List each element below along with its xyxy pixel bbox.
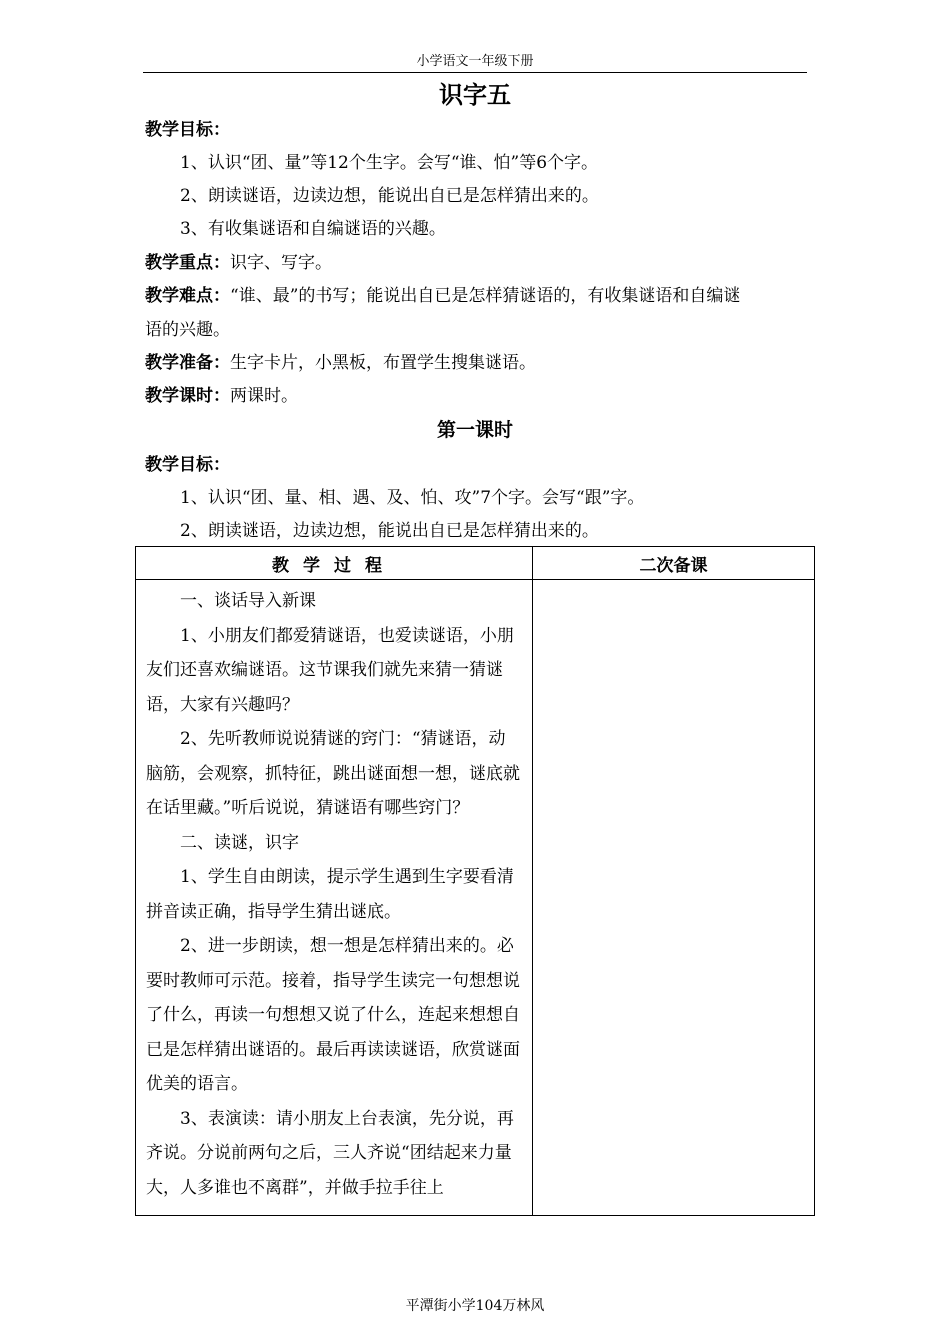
periods-row (145, 384, 298, 408)
process-cell (136, 580, 533, 1216)
page-title: 识字五 (439, 80, 511, 109)
lesson1-goals-label: 教学目标： (145, 455, 230, 475)
process-column-header: 教学过程 (136, 547, 533, 580)
notes-column-header: 二次备课 (533, 547, 815, 580)
goal-item: 2、朗读谜语，边读边想，能说出自已是怎样猜出来的。 (180, 186, 599, 206)
process-paragraph: 2、先听教师说说猜谜的窍门：“猜谜语，动脑筋，会观察，抓特征，跳出谜面想一想，谜底就在话里藏。”听后说说，猜谜语有哪些窍门？ (146, 729, 520, 818)
preparation-row (145, 351, 536, 375)
process-paragraph: 1、小朋友们都爱猜谜语，也爱读谜语，小朋友们还喜欢编谜语。这节课我们就先来猜一猜谜语，大家有兴趣吗？ (146, 625, 514, 715)
preparation-text: 生字卡片，小黑板，布置学生搜集谜语。 (230, 353, 536, 373)
difficulties-text: “谁、最”的书写；能说出自已是怎样猜谜语的，有收集谜语和自编谜 (230, 286, 741, 306)
preparation-label: 教学准备： (145, 353, 230, 373)
running-header: 小学语文一年级下册 (416, 54, 534, 69)
goals-label: 教学目标： (145, 120, 230, 140)
goal-item: 1、认识“团、量”等12个生字。会写“谁、怕”等6个字。 (180, 153, 599, 173)
notes-cell (533, 580, 815, 1216)
table-header-row (136, 547, 815, 580)
difficulties-label: 教学难点： (145, 286, 230, 306)
difficulties-row (145, 284, 740, 308)
process-paragraph: 3、表演读：请小朋友上台表演，先分说，再齐说。分说前两句之后，三人齐说“团结起来力量大，人多谁也不离群”，并做手拉手往上 (146, 1108, 514, 1198)
process-paragraph: 2、进一步朗读，想一想是怎样猜出来的。必要时教师可示范。接着，指导学生读完一句想想说了什么，再读一句想想又说了什么，连起来想想自已是怎样猜出谜语的。最后再读读谜语，欣赏谜面优美的语言。 (146, 936, 520, 1094)
process-paragraph: 二、读谜，识字 (180, 832, 299, 853)
goal-item: 3、有收集谜语和自编谜语的兴趣。 (180, 219, 446, 239)
difficulties-text-cont: 语的兴趣。 (145, 320, 230, 340)
header-rule (143, 72, 807, 73)
lesson1-goal-item: 2、朗读谜语，边读边想，能说出自已是怎样猜出来的。 (180, 521, 599, 541)
lesson1-goal-item: 1、认识“团、量、相、遇、及、怕、攻”7个字。会写“跟”字。 (180, 488, 645, 508)
key-points-label: 教学重点： (145, 253, 230, 273)
key-points-text: 识字、写字。 (230, 253, 332, 273)
page-footer: 平潭街小学104万林风 (405, 1298, 545, 1314)
lesson-plan-table (135, 546, 815, 1216)
table-body-row (136, 580, 815, 1216)
key-points-row (145, 251, 332, 275)
process-paragraph: 一、谈话导入新课 (180, 591, 316, 611)
process-paragraph: 1、学生自由朗读，提示学生遇到生字要看清拼音读正确，指导学生猜出谜底。 (146, 867, 514, 922)
lesson1-title: 第一课时 (436, 419, 513, 441)
periods-text: 两课时。 (230, 386, 298, 406)
periods-label: 教学课时： (145, 386, 230, 406)
